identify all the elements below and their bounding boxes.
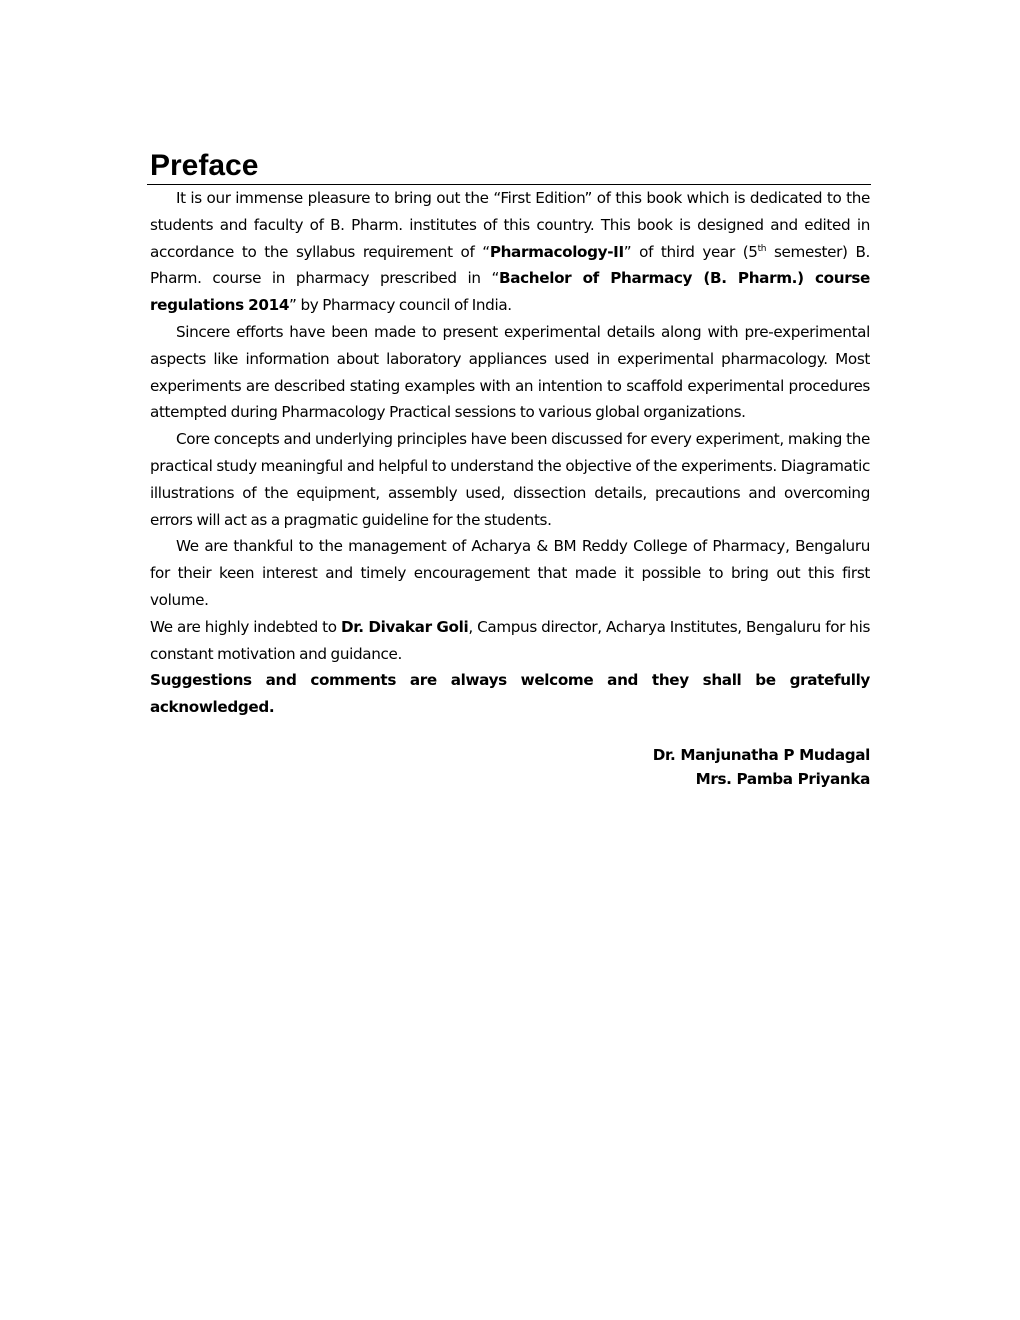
course-name: Pharmacology-II [489,242,624,261]
paragraph-5 [150,614,870,668]
signatures [150,743,870,791]
person-name: Dr. Divakar Goli [340,617,469,636]
p1-text-a: It is our immense pleasure to bring out the “First Edition” of this book which is dedicated to the students and faculty of B. Pharm. institutes of this country. This book is designed and edited in accordance to the syllabus requirement of “ [150,189,870,261]
paragraph-4: We are thankful to the management of Acharya & BM Reddy College of Pharmacy, Bengaluru for their keen interest and timely encouragement that made it possible to bring out this first volume. [150,537,870,609]
p5-text-a: We are highly indebted to [150,617,341,636]
p5-text-c: , Campus director, Acharya Institutes, Bengaluru for his constant motivation and guidance. [150,617,871,663]
paragraph-1 [150,185,870,319]
paragraph-3: Core concepts and underlying principles have been discussed for every experiment, making the practical study meaningful and helpful to understand the objective of the experiments. Diagramatic illustrations of the equipment, assembly used, dissection details, precautions and overcoming errors will act as a pragmatic guideline for the students. [150,430,870,529]
ordinal-superscript: th [757,243,767,254]
paragraph-6: Suggestions and comments are always welcome and they shall be gratefully acknowledged. [150,671,870,717]
paragraph-2: Sincere efforts have been made to present experimental details along with pre-experimental aspects like information about laboratory appliances used in experimental pharmacology. Most experiments are described stating examples with an intention to scaffold experimental procedures attempted during Pharmacology Practical sessions to various global organizations. [150,322,870,422]
preface-body [150,185,870,721]
regulations-name: Bachelor of Pharmacy (B. Pharm.) course regulations 2014 [150,269,870,315]
p1-text-d: semester) B. Pharm. course in pharmacy prescribed in “ [150,242,870,288]
p1-text-c: ” of third year (5 [623,242,758,261]
signature-1: Dr. Manjunatha P Mudagal [652,745,870,764]
signature-2: Mrs. Pamba Priyanka [695,769,870,788]
p1-text-f: ” by Pharmacy council of India. [289,296,512,315]
preface-page [150,148,870,791]
page-title: Preface [150,149,259,182]
